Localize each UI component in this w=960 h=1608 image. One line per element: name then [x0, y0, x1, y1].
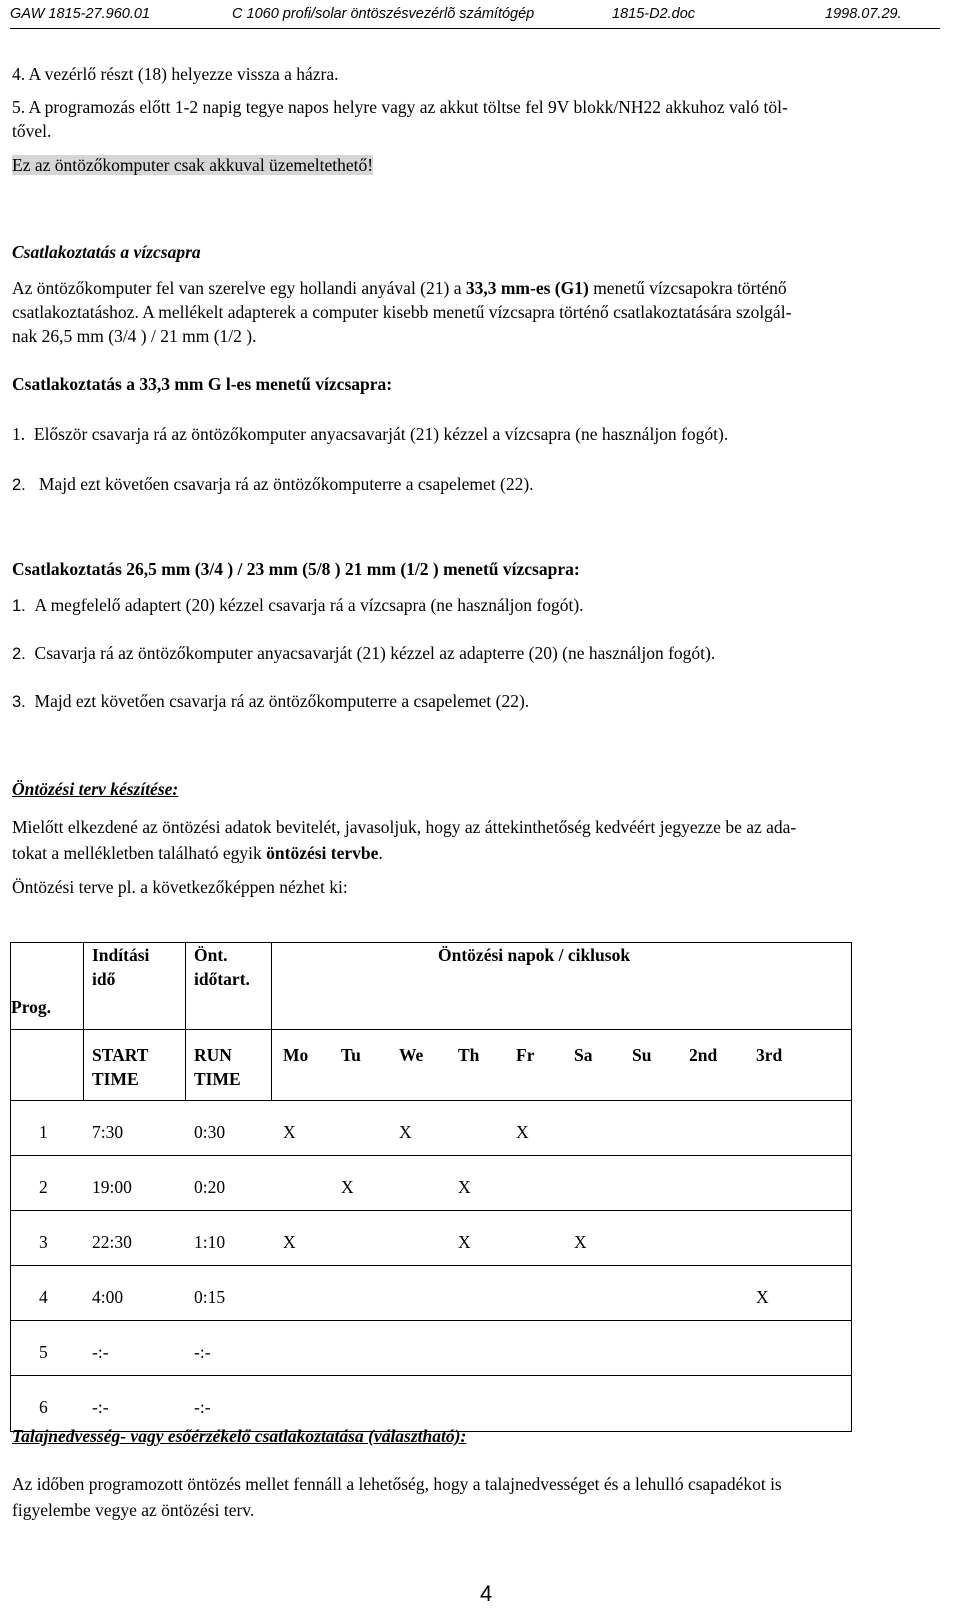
sub1-step-2	[12, 472, 534, 497]
sub2-step-3	[12, 689, 529, 714]
col-divider	[83, 943, 84, 1100]
day-head-we: We	[399, 1045, 424, 1065]
cell-start-time: 7:30	[92, 1122, 124, 1142]
col-head-run-en-line2: TIME	[194, 1069, 241, 1089]
tap-p1-line3: nak 26,5 mm (3/4 ) / 21 mm (1/2 ).	[12, 326, 257, 346]
running-header	[0, 6, 960, 26]
step-text: Majd ezt követően csavarja rá az öntözőkomputerre a csapelemet (22).	[38, 474, 534, 494]
day-head-mo: Mo	[283, 1045, 309, 1065]
cell-run-time: -:-	[194, 1397, 211, 1417]
col-head-start-en-line1: START	[92, 1045, 149, 1065]
step-5-line1: 5. A programozás előtt 1-2 napig tegye napos helyre vagy az akkut töltse fel 9V blokk/NH22 akkuhoz való töl-	[12, 97, 788, 117]
sub2-heading: Csatlakoztatás 26,5 mm (3/4 ) / 23 mm (5/8 ) 21 mm (1/2 ) menetű vízcsapra:	[12, 559, 580, 579]
cell-run-time: 0:30	[194, 1122, 226, 1142]
col-head-run-line2: időtart.	[194, 969, 250, 989]
cell-prog: 6	[39, 1397, 48, 1417]
day-head-th: Th	[458, 1045, 480, 1065]
plan-p1-line2	[12, 841, 383, 865]
cell-day-mark: X	[341, 1177, 354, 1197]
cell-run-time: 0:20	[194, 1177, 226, 1197]
sensor-p-line1: Az időben programozott öntözés mellet fennáll a lehetőség, hogy a talajnedvességet és a lehulló csapadékot is	[12, 1474, 782, 1494]
step-number: 3.	[12, 693, 26, 711]
plan-p1-line2-a: tokat a mellékletben található egyik	[12, 843, 267, 863]
cell-prog: 5	[39, 1342, 48, 1362]
cell-day-mark: X	[756, 1287, 769, 1307]
page-number: 4	[480, 1581, 493, 1606]
cell-day-mark: X	[458, 1232, 471, 1252]
col-head-run-en	[194, 1043, 241, 1091]
col-head-start	[92, 943, 149, 991]
day-head-3rd: 3rd	[756, 1045, 783, 1065]
plan-p1-emphasis: öntözési tervbe	[266, 843, 379, 863]
plan-heading: Öntözési terv készítése:	[12, 779, 179, 799]
cell-start-time: -:-	[92, 1342, 109, 1362]
row-divider	[11, 1320, 851, 1321]
row-divider	[11, 1155, 851, 1156]
col-head-run-line1: Önt.	[194, 945, 228, 965]
col-head-start-line1: Indítási	[92, 945, 150, 965]
step-text: Először csavarja rá az öntözőkomputer anyacsavarját (21) kézzel a vízcsapra (ne használjon fogót).	[33, 424, 729, 444]
cell-prog: 3	[39, 1232, 48, 1252]
tap-p1-line1-c: menetű vízcsapokra történő	[588, 278, 787, 298]
col-divider	[271, 943, 272, 1100]
col-head-prog: Prog.	[11, 997, 52, 1017]
step-text: Majd ezt követően csavarja rá az öntözőkomputerre a csapelemet (22).	[34, 691, 530, 711]
cell-day-mark: X	[574, 1232, 587, 1252]
step-text: Csavarja rá az öntözőkomputer anyacsavarját (21) kézzel az adapterre (20) (ne használjon fogót).	[34, 643, 716, 663]
step-text: A megfelelő adaptert (20) kézzel csavarja rá a vízcsapra (ne használjon fogót).	[34, 595, 584, 615]
cell-day-mark: X	[516, 1122, 529, 1142]
battery-note	[12, 153, 373, 177]
col-head-run-en-line1: RUN	[194, 1045, 232, 1065]
cell-start-time: 22:30	[92, 1232, 132, 1252]
sub1-heading: Csatlakoztatás a 33,3 mm G l-es menetű vízcsapra:	[12, 374, 393, 394]
day-head-su: Su	[632, 1045, 652, 1065]
col-head-run	[194, 943, 250, 991]
cell-day-mark: X	[458, 1177, 471, 1197]
day-head-tu: Tu	[341, 1045, 361, 1065]
row-divider	[11, 1100, 851, 1101]
tap-p1-line1-a: Az öntözőkomputer fel van szerelve egy hollandi anyával (21) a	[12, 278, 466, 298]
step-number: 2.	[12, 476, 26, 494]
cell-run-time: 1:10	[194, 1232, 226, 1252]
doc-id: GAW 1815-27.960.01	[10, 6, 150, 22]
cell-start-time: 4:00	[92, 1287, 124, 1307]
sub2-step-2	[12, 641, 715, 666]
cell-prog: 1	[39, 1122, 48, 1142]
tap-p1-thread-size: 33,3 mm-es (G1)	[465, 278, 589, 298]
step-4: 4. A vezérlő részt (18) helyezze vissza a házra.	[12, 64, 339, 84]
cell-day-mark: X	[283, 1232, 296, 1252]
col-head-start-en	[92, 1043, 148, 1091]
step-5-line2: tővel.	[12, 121, 52, 141]
cell-run-time: -:-	[194, 1342, 211, 1362]
row-divider	[11, 1029, 851, 1030]
cell-start-time: 19:00	[92, 1177, 132, 1197]
row-divider	[11, 1375, 851, 1376]
battery-note-text: Ez az öntözőkomputer csak akkuval üzemeltethető!	[12, 155, 374, 175]
cell-day-mark: X	[283, 1122, 296, 1142]
cell-day-mark: X	[399, 1122, 412, 1142]
row-divider	[11, 1265, 851, 1266]
day-head-sa: Sa	[574, 1045, 593, 1065]
tap-heading: Csatlakoztatás a vízcsapra	[12, 242, 201, 262]
plan-p1-line2-c: .	[378, 843, 383, 863]
doc-title: C 1060 profi/solar öntöszésvezérlõ számítógép	[232, 6, 535, 22]
step-number: 1.	[12, 424, 26, 444]
sub1-step-1	[12, 422, 728, 446]
row-divider	[11, 1210, 851, 1211]
col-head-start-line2: idő	[92, 969, 116, 989]
cell-start-time: -:-	[92, 1397, 109, 1417]
step-number: 1.	[12, 597, 26, 615]
day-head-fr: Fr	[516, 1045, 535, 1065]
plan-p2: Öntözési terve pl. a következőképpen nézhet ki:	[12, 877, 348, 897]
cell-prog: 2	[39, 1177, 48, 1197]
sensor-p-line2: figyelembe vegye az öntözési terv.	[12, 1500, 255, 1520]
cell-run-time: 0:15	[194, 1287, 226, 1307]
col-head-days: Öntözési napok / ciklusok	[438, 945, 631, 965]
day-head-2nd: 2nd	[689, 1045, 718, 1065]
sub2-step-1	[12, 593, 584, 618]
col-divider	[185, 943, 186, 1100]
header-rule	[10, 28, 940, 29]
tap-p1-line2: csatlakoztatáshoz. A mellékelt adapterek a computer kisebb menetű vízcsapra történő csatlakoztatására szolgál-	[12, 302, 792, 322]
doc-date: 1998.07.29.	[825, 6, 902, 22]
cell-prog: 4	[39, 1287, 48, 1307]
irrigation-plan-table	[10, 942, 852, 1432]
tap-p1-line1	[12, 276, 787, 300]
col-head-start-en-line2: TIME	[92, 1069, 139, 1089]
sensor-heading: Talajnedvesség- vagy esőérzékelő csatlakoztatása (választható):	[12, 1426, 467, 1446]
plan-p1-line1: Mielőtt elkezdené az öntözési adatok bevitelét, javasoljuk, hogy az áttekinthetőség kedvéért jegyezze be az ada-	[12, 817, 797, 837]
file-name: 1815-D2.doc	[612, 6, 696, 22]
step-number: 2.	[12, 645, 26, 663]
